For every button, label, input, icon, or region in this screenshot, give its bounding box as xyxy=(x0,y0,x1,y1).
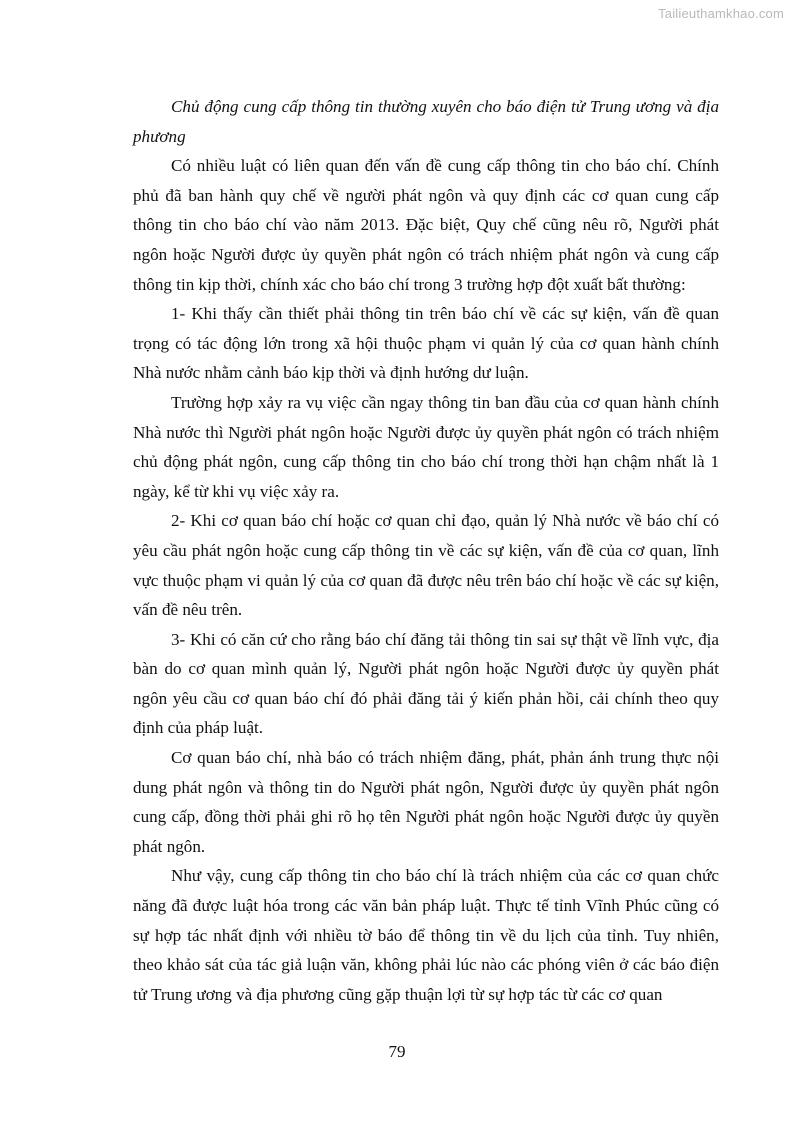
paragraph-case-3: 3- Khi có căn cứ cho rằng báo chí đăng tải thông tin sai sự thật về lĩnh vực, địa bàn do cơ quan mình quản lý, Người phát ngôn hoặc Người được ủy quyền phát ngôn yêu cầu cơ quan báo chí đó phải đăng tải ý kiến phản hồi, cải chính theo quy định của pháp luật. xyxy=(133,629,719,738)
document-body xyxy=(133,92,719,1009)
paragraph-case-1-detail: Trường hợp xảy ra vụ việc cần ngay thông tin ban đầu của cơ quan hành chính Nhà nước thì Người phát ngôn hoặc Người được ủy quyền phát ngôn có trách nhiệm chủ động phát ngôn, cung cấp thông tin cho báo chí trong thời hạn chậm nhất là 1 ngày, kể từ khi vụ việc xảy ra. xyxy=(133,392,719,501)
paragraph-case-2: 2- Khi cơ quan báo chí hoặc cơ quan chỉ đạo, quản lý Nhà nước về báo chí có yêu cầu phát ngôn hoặc cung cấp thông tin về các sự kiện, vấn đề của cơ quan, lĩnh vực thuộc phạm vi quản lý của cơ quan đã được nêu trên báo chí hoặc về các sự kiện, vấn đề nêu trên. xyxy=(133,511,719,620)
watermark-text: Tailieuthamkhao.com xyxy=(658,6,784,21)
paragraph-conclusion: Như vậy, cung cấp thông tin cho báo chí là trách nhiệm của các cơ quan chức năng đã được luật hóa trong các văn bản pháp luật. Thực tế tỉnh Vĩnh Phúc cũng có sự hợp tác nhất định với nhiều tờ báo để thông tin về du lịch của tỉnh. Tuy nhiên, theo khảo sát của tác giả luận văn, không phải lúc nào các phóng viên ở các báo điện tử Trung ương và địa phương cũng gặp thuận lợi từ sự hợp tác từ các cơ quan xyxy=(133,866,719,1004)
section-heading: Chủ động cung cấp thông tin thường xuyên cho báo điện tử Trung ương và địa phương xyxy=(133,97,719,146)
paragraph-intro: Có nhiều luật có liên quan đến vấn đề cung cấp thông tin cho báo chí. Chính phủ đã ban hành quy chế về người phát ngôn và quy định các cơ quan cung cấp thông tin cho báo chí vào năm 2013. Đặc biệt, Quy chế cũng nêu rõ, Người phát ngôn hoặc Người được ủy quyền phát ngôn có trách nhiệm phát ngôn và cung cấp thông tin kịp thời, chính xác cho báo chí trong 3 trường hợp đột xuất bất thường: xyxy=(133,156,719,294)
paragraph-case-1: 1- Khi thấy cần thiết phải thông tin trên báo chí về các sự kiện, vấn đề quan trọng có tác động lớn trong xã hội thuộc phạm vi quản lý của cơ quan hành chính Nhà nước nhằm cảnh báo kịp thời và định hướng dư luận. xyxy=(133,304,719,383)
page-number: 79 xyxy=(388,1042,406,1061)
paragraph-press-responsibility: Cơ quan báo chí, nhà báo có trách nhiệm đăng, phát, phản ánh trung thực nội dung phát ngôn và thông tin do Người phát ngôn, Người được ủy quyền phát ngôn cung cấp, đồng thời phải ghi rõ họ tên Người phát ngôn hoặc Người được ủy quyền phát ngôn. xyxy=(133,748,719,856)
